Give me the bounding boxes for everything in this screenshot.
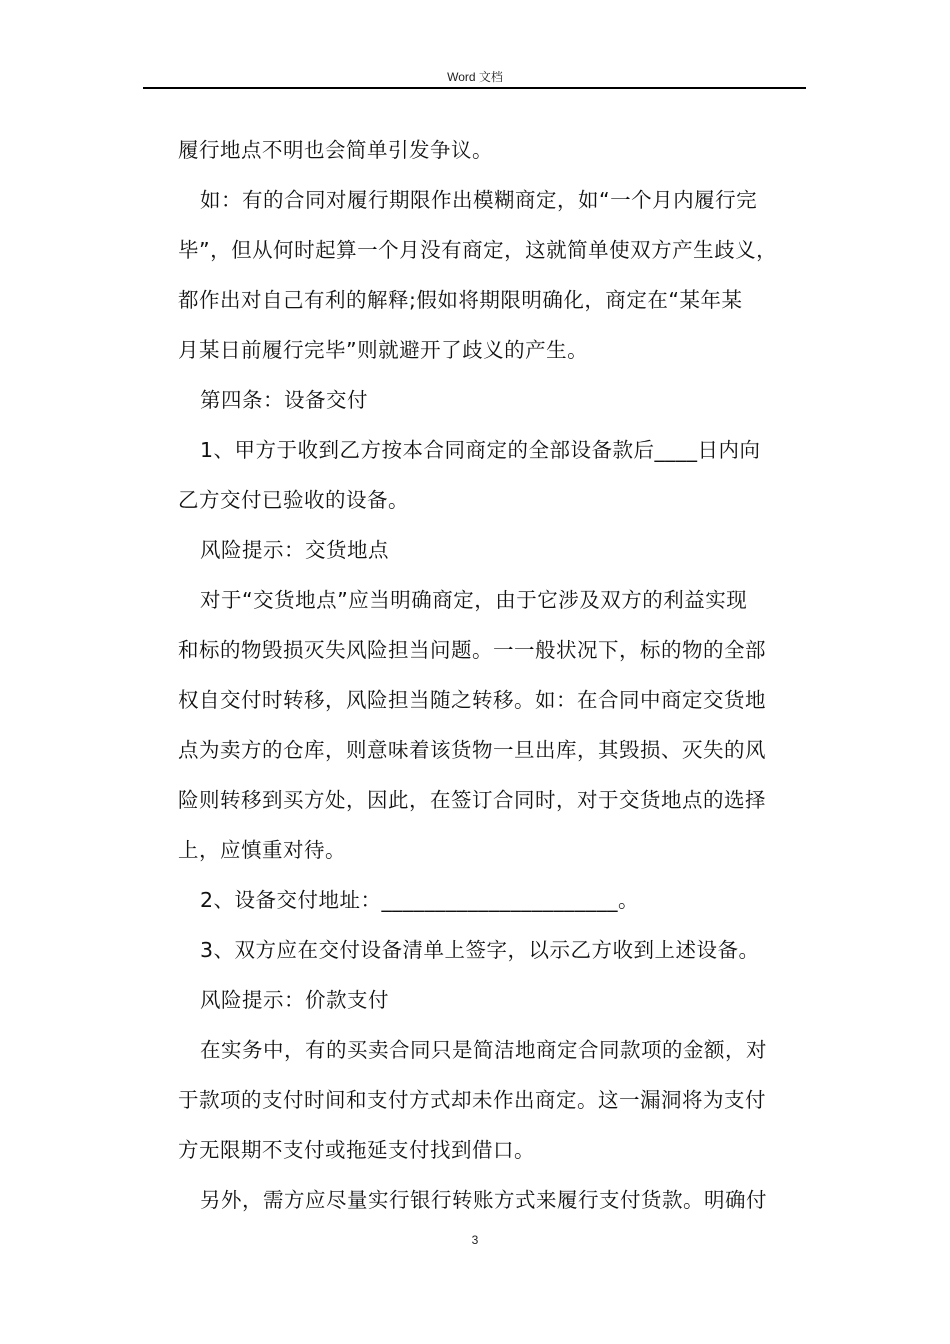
body-line: 险则转移到买方处，因此，在签订合同时，对于交货地点的选择 [178, 788, 766, 812]
body-line: 1、甲方于收到乙方按本合同商定的全部设备款后____日内向 [200, 438, 761, 462]
body-line: 2、设备交付地址：______________________。 [200, 888, 640, 912]
body-line: 都作出对自己有利的解释;假如将期限明确化，商定在“某年某 [178, 288, 743, 312]
body-line: 和标的物毁损灭失风险担当问题。一一般状况下，标的物的全部 [178, 638, 766, 662]
risk-note-heading: 风险提示：交货地点 [200, 538, 389, 562]
section-heading: 第四条：设备交付 [200, 388, 368, 412]
body-line: 点为卖方的仓库，则意味着该货物一旦出库，其毁损、灭失的风 [178, 738, 766, 762]
body-line: 对于“交货地点”应当明确商定，由于它涉及双方的利益实现 [200, 588, 748, 612]
body-line: 如：有的合同对履行期限作出模糊商定，如“一个月内履行完 [200, 188, 758, 212]
page-number: 3 [471, 1233, 479, 1247]
body-line: 履行地点不明也会简单引发争议。 [178, 138, 493, 162]
body-line: 权自交付时转移，风险担当随之转移。如：在合同中商定交货地 [178, 688, 766, 712]
body-line: 方无限期不支付或拖延支付找到借口。 [178, 1138, 535, 1162]
body-line: 另外，需方应尽量实行银行转账方式来履行支付货款。明确付 [200, 1188, 767, 1212]
document-body [178, 125, 818, 1225]
body-line: 在实务中，有的买卖合同只是简洁地商定合同款项的金额，对 [200, 1038, 767, 1062]
body-line: 于款项的支付时间和支付方式却未作出商定。这一漏洞将为支付 [178, 1088, 766, 1112]
document-header-title: Word 文档 [447, 70, 503, 84]
body-line: 毕”，但从何时起算一个月没有商定，这就简单使双方产生歧义， [178, 238, 778, 262]
body-line: 月某日前履行完毕”则就避开了歧义的产生。 [178, 338, 589, 362]
body-line: 上，应慎重对待。 [178, 838, 346, 862]
header-divider [143, 87, 806, 89]
body-line: 3、双方应在交付设备清单上签字，以示乙方收到上述设备。 [200, 938, 760, 962]
body-line: 乙方交付已验收的设备。 [178, 488, 409, 512]
risk-note-heading: 风险提示：价款支付 [200, 988, 389, 1012]
